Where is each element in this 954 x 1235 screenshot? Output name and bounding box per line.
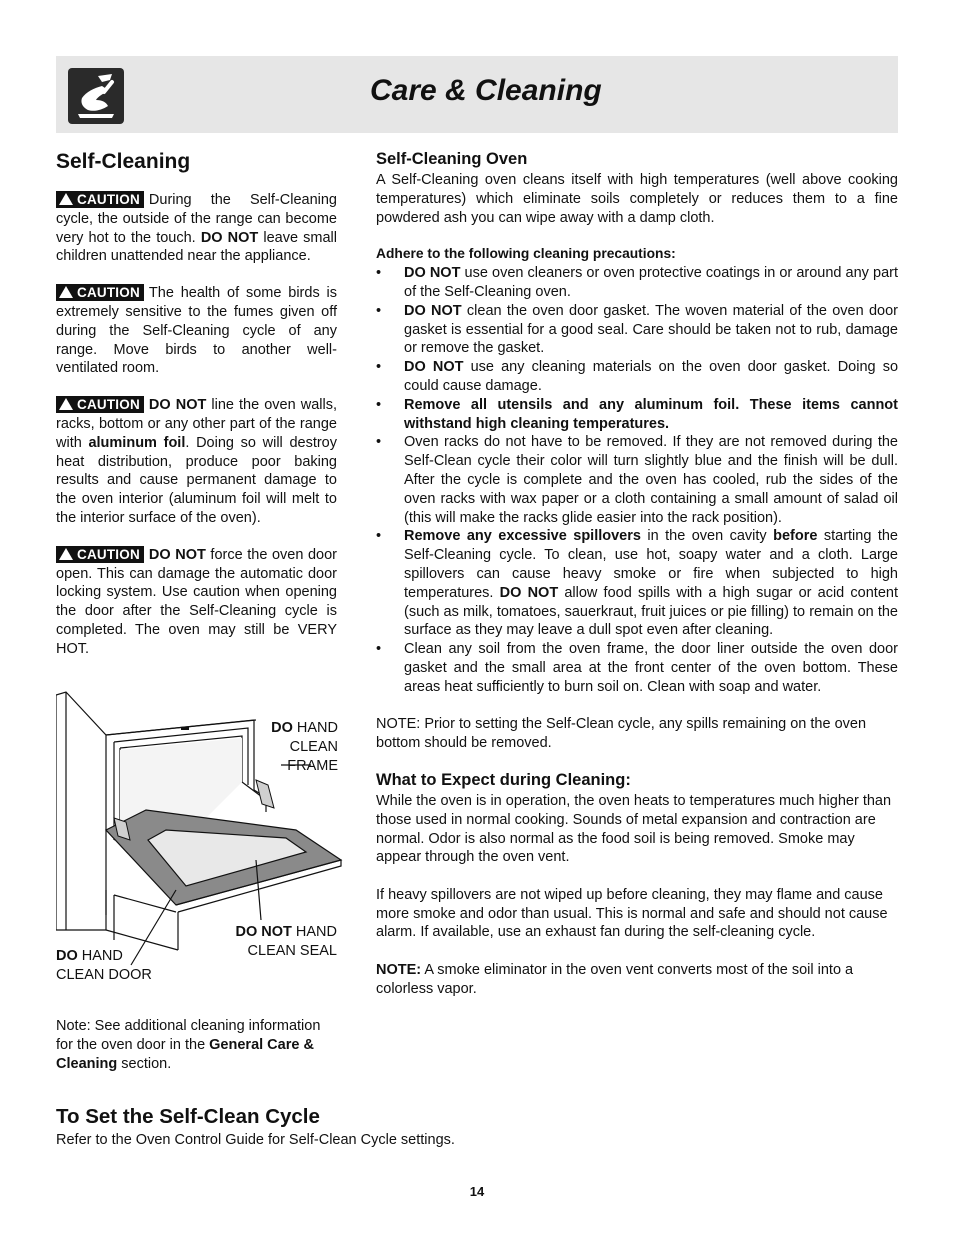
warning-triangle-icon (59, 398, 73, 410)
expect-paragraph-1: While the oven is in operation, the oven heats to temperatures much higher than those used in normal cooking. Sounds of metal expansion and contraction are normal. Odor is also normal as the food soil is being removed. Smoke may appear through the oven vent. (376, 792, 892, 866)
self-cleaning-heading: Self-Cleaning (56, 150, 191, 173)
set-cycle-text: Refer to the Oven Control Guide for Self-Clean Cycle settings. (56, 1132, 455, 1148)
precautions-list (376, 264, 898, 696)
expect-paragraph-2: If heavy spillovers are not wiped up before cleaning, they may flame and cause more smoke and odor than usual. This is normal and safe and should not cause alarm. If available, use an exhaust fan during the self-cleaning cycle. (376, 886, 888, 941)
cleaning-hand-icon (68, 68, 124, 124)
smoke-eliminator-note: NOTE: A smoke eliminator in the oven vent converts most of the soil into a colorless vapor. (376, 962, 854, 997)
list-item: • Oven racks do not have to be removed. If they are not removed during the Self-Clean cycle their color will turn slightly blue and the finish will be dull. After the cycle is complete and the oven has cooled, rub the sides of the oven racks with wax paper or a cloth containing a small amount of salad oil (this will make the racks glide easier into the rack position). (376, 433, 898, 527)
seal-label: DO NOT HAND CLEAN SEAL (235, 924, 337, 959)
door-label: DO HAND CLEAN DOOR (56, 948, 152, 983)
page-title: Care & Cleaning (370, 74, 602, 107)
list-item: • Remove any excessive spillovers in the oven cavity before starting the Self-Cleaning cycle. To clean, use hot, soapy water and a cloth. Large spillovers can cause heavy smoke or fire when subjected to high temperatures. DO NOT allow food spills with a high sugar or acid content (such as milk, tomatoes, sauerkraut, fruit juices or pie filling) to remain on the surface as they may leave a dull spot even after cleaning. (376, 527, 898, 640)
spills-note: NOTE: Prior to setting the Self-Clean cycle, any spills remaining on the oven bottom should be removed. (376, 716, 867, 752)
self-cleaning-oven-heading: Self-Cleaning Oven (376, 150, 528, 168)
caution-paragraph-door: CAUTION DO NOT force the oven door open. This can damage the automatic door locking system. Use caution when opening the door after the Self-Cleaning cycle is completed. The oven may still be VERY HOT. (56, 546, 337, 657)
caution-paragraph-birds: CAUTION The health of some birds is extremely sensitive to the fumes given off during the Self-Cleaning cycle of any range. Move birds to another well-ventilated room. (56, 285, 337, 377)
right-column (376, 150, 898, 999)
what-to-expect-heading: What to Expect during Cleaning: (376, 770, 631, 789)
page-number: 14 (469, 1184, 485, 1199)
caution-badge: CAUTION (56, 191, 144, 208)
list-item: • DO NOT clean the oven door gasket. The woven material of the oven door gasket is essential for a good seal. Care should be taken not to rub, damage or remove the gasket. (376, 302, 898, 358)
page-header (56, 56, 898, 133)
caution-paragraph-hot: CAUTION During the Self-Cleaning cycle, the outside of the range can become very hot to the touch. DO NOT leave small children unattended near the appliance. (56, 192, 338, 265)
door-cleaning-note: Note: See additional cleaning information for the oven door in the General Care & Cleaning section. (56, 1018, 321, 1072)
list-item: • Clean any soil from the oven frame, the door liner outside the oven door gasket and the small area at the front center of the oven bottom. These areas heat sufficiently to burn soil on. Clean with soap and water. (376, 640, 898, 696)
warning-triangle-icon (59, 548, 73, 560)
warning-triangle-icon (59, 286, 73, 298)
list-item: • DO NOT use oven cleaners or oven protective coatings in or around any part of the Self-Cleaning oven. (376, 264, 898, 302)
caution-badge: CAUTION (56, 546, 144, 563)
caution-badge: CAUTION (56, 396, 144, 413)
frame-label: DO HAND CLEAN FRAME (271, 720, 338, 774)
precautions-heading: Adhere to the following cleaning precautions: (376, 246, 676, 262)
oven-intro: A Self-Cleaning oven cleans itself with high temperatures (well above cooking temperatures) which eliminate soils completely or reduces them to a fine powdered ash you can wipe away with a damp cloth. (376, 172, 898, 226)
caution-paragraph-foil: CAUTION DO NOT line the oven walls, racks, bottom or any other part of the range with aluminum foil. Doing so will destroy heat distribution, produce poor baking results and cause permanent damage to the oven interior (aluminum foil will melt to the interior surface of the oven). (56, 397, 337, 526)
list-item: • Remove all utensils and any aluminum foil. These items cannot withstand high cleaning temperatures. (376, 396, 898, 434)
warning-triangle-icon (59, 193, 73, 205)
list-item: • DO NOT use any cleaning materials on the oven door gasket. Doing so could cause damage. (376, 358, 898, 396)
caution-badge: CAUTION (56, 284, 144, 301)
set-cycle-section (56, 1105, 898, 1150)
set-cycle-heading: To Set the Self-Clean Cycle (56, 1105, 320, 1128)
left-column (56, 150, 337, 659)
